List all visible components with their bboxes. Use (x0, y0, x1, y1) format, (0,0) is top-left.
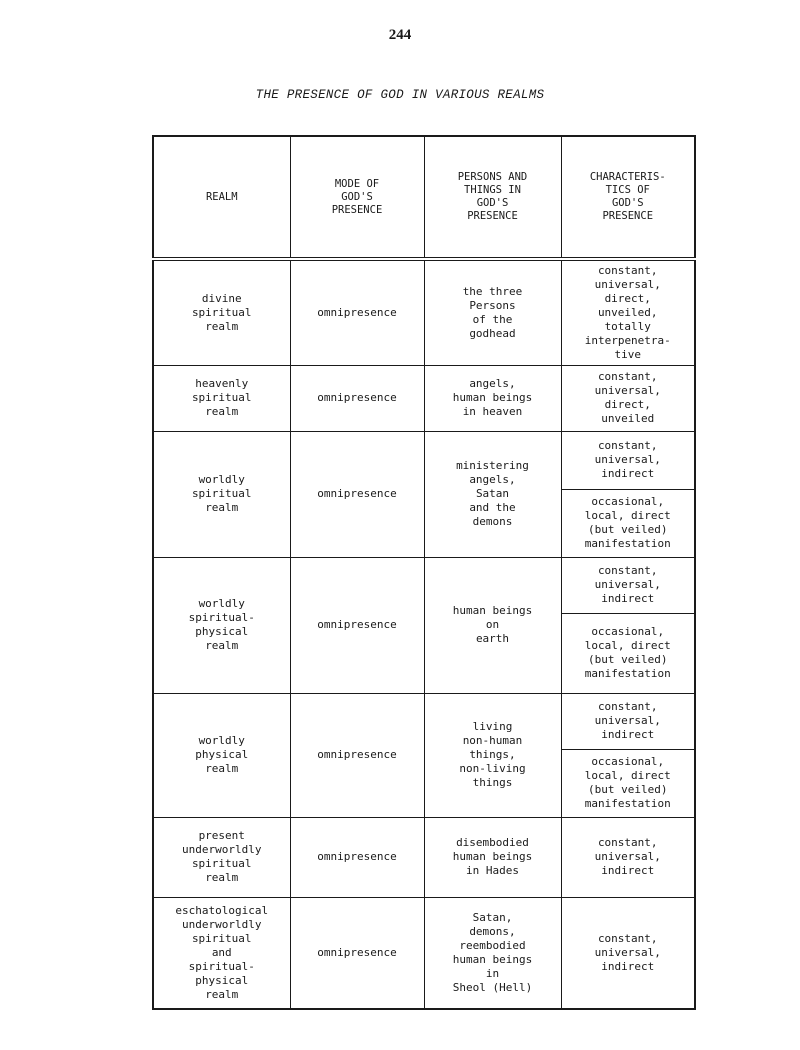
characteristics-cell: constant, universal, indirect (561, 693, 695, 749)
table-row (153, 259, 695, 365)
table-header-row (153, 136, 695, 259)
header-realm: REALM (153, 136, 290, 259)
persons-cell: ministering angels, Satan and the demons (424, 431, 561, 557)
realm-cell: present underworldly spiritual realm (153, 817, 290, 897)
realm-cell: heavenly spiritual realm (153, 365, 290, 431)
page-number: 244 (388, 27, 412, 43)
mode-cell: omnipresence (290, 365, 424, 431)
realm-cell: divine spiritual realm (153, 259, 290, 365)
mode-cell: omnipresence (290, 897, 424, 1009)
persons-cell: Satan, demons, reembodied human beings in Sheol (Hell) (424, 897, 561, 1009)
page-title: THE PRESENCE OF GOD IN VARIOUS REALMS (255, 88, 545, 102)
persons-cell: disembodied human beings in Hades (424, 817, 561, 897)
realm-cell: worldly spiritual realm (153, 431, 290, 557)
characteristics-cell: occasional, local, direct (but veiled) manifestation (561, 613, 695, 693)
table-row (153, 557, 695, 613)
persons-cell: living non-human things, non-living things (424, 693, 561, 817)
characteristics-cell: constant, universal, indirect (561, 897, 695, 1009)
table-row (153, 817, 695, 897)
characteristics-cell: constant, universal, indirect (561, 817, 695, 897)
mode-cell: omnipresence (290, 693, 424, 817)
presence-of-god-table (152, 135, 696, 1010)
realm-cell: worldly spiritual- physical realm (153, 557, 290, 693)
characteristics-cell: constant, universal, indirect (561, 431, 695, 489)
persons-cell: human beings on earth (424, 557, 561, 693)
mode-cell: omnipresence (290, 431, 424, 557)
table-row (153, 431, 695, 489)
header-characteristics: CHARACTERIS- TICS OF GOD'S PRESENCE (561, 136, 695, 259)
header-mode: MODE OF GOD'S PRESENCE (290, 136, 424, 259)
mode-cell: omnipresence (290, 817, 424, 897)
persons-cell: the three Persons of the godhead (424, 259, 561, 365)
characteristics-cell: occasional, local, direct (but veiled) manifestation (561, 489, 695, 557)
mode-cell: omnipresence (290, 259, 424, 365)
characteristics-cell: occasional, local, direct (but veiled) manifestation (561, 749, 695, 817)
table-row (153, 365, 695, 431)
table-row (153, 693, 695, 749)
characteristics-cell: constant, universal, direct, unveiled, totally interpenetra- tive (561, 259, 695, 365)
persons-cell: angels, human beings in heaven (424, 365, 561, 431)
realm-cell: eschatological underworldly spiritual and spiritual- physical realm (153, 897, 290, 1009)
table-row (153, 897, 695, 1009)
characteristics-cell: constant, universal, direct, unveiled (561, 365, 695, 431)
header-persons: PERSONS AND THINGS IN GOD'S PRESENCE (424, 136, 561, 259)
mode-cell: omnipresence (290, 557, 424, 693)
realm-cell: worldly physical realm (153, 693, 290, 817)
characteristics-cell: constant, universal, indirect (561, 557, 695, 613)
